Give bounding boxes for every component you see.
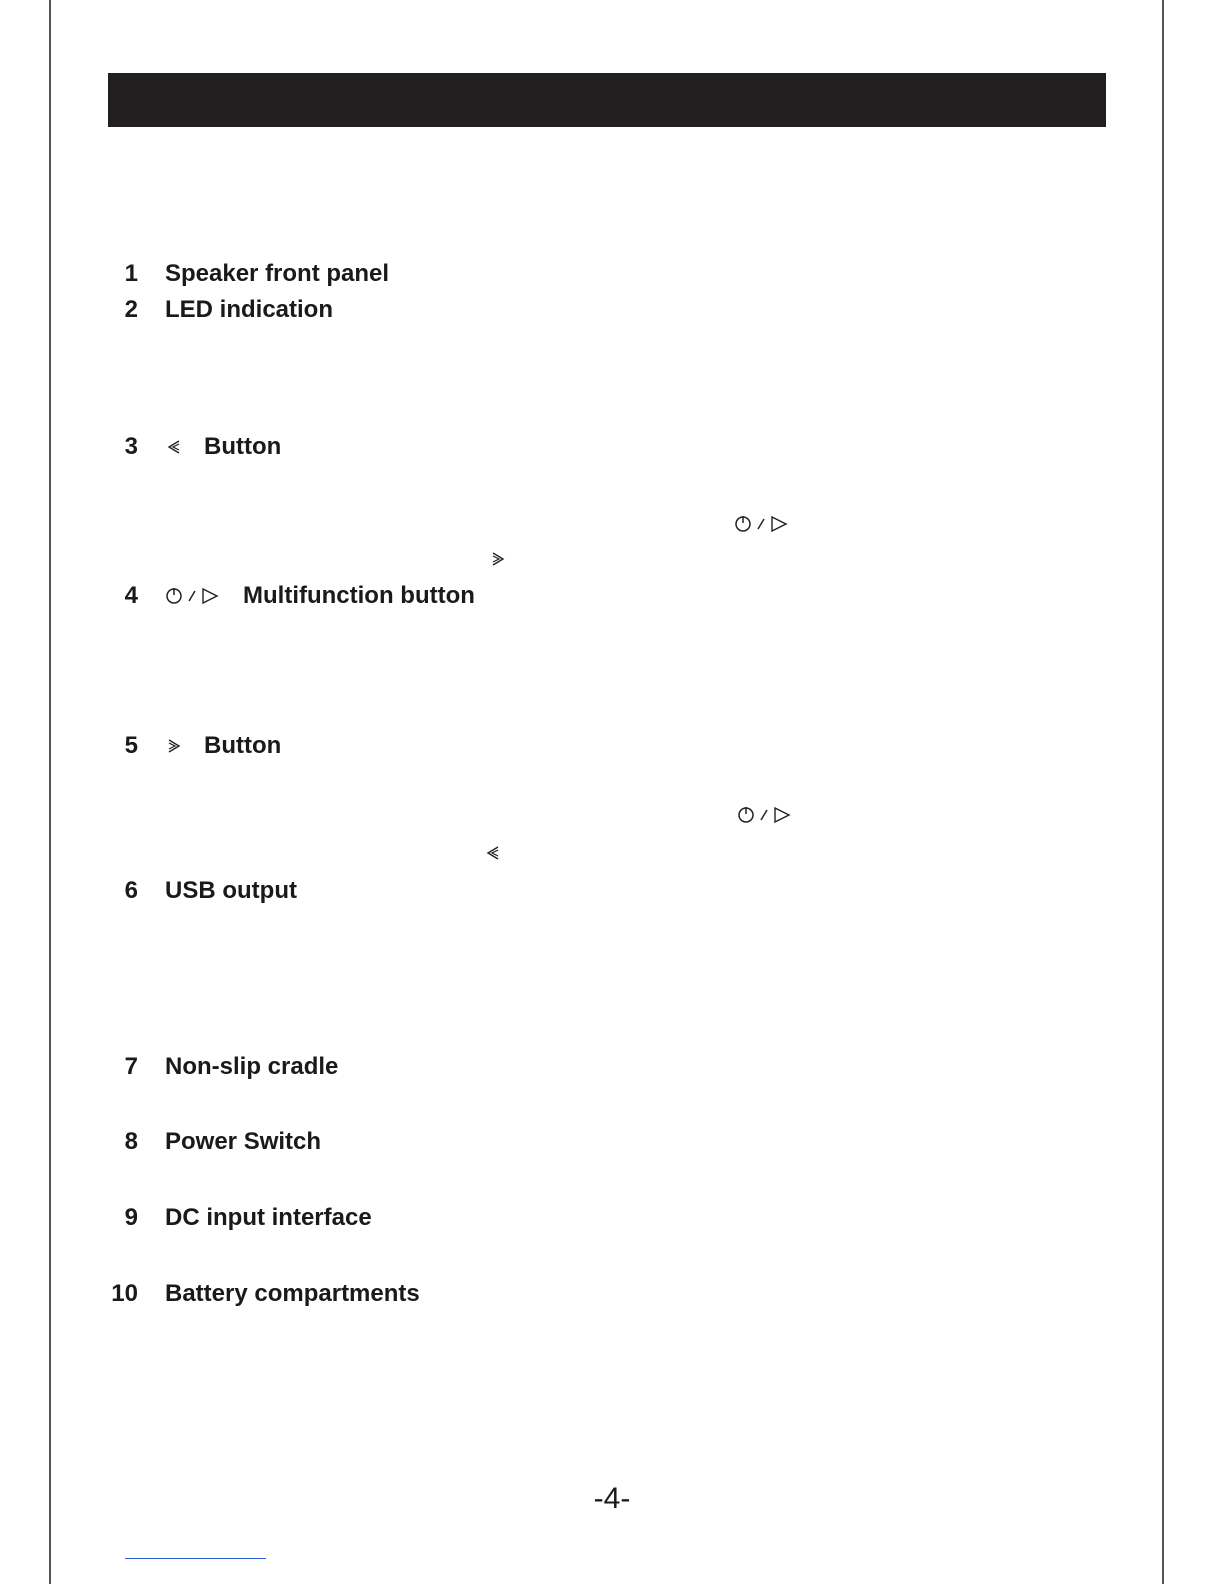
list-item (0, 1052, 1224, 1082)
next-chevron-icon (490, 551, 506, 567)
list-item (0, 432, 1224, 462)
list-item (0, 295, 1224, 325)
power-play-icon (165, 586, 219, 606)
list-item (0, 1127, 1224, 1157)
page-number: -4- (593, 1482, 631, 1515)
item-number: 2 (124, 296, 138, 323)
item-label: Button (204, 732, 282, 759)
item-label: Multifunction button (243, 582, 475, 609)
prev-chevron-icon (485, 845, 501, 861)
item-number: 7 (124, 1053, 138, 1080)
item-number: 1 (124, 260, 138, 287)
link-underline (125, 1558, 266, 1559)
item-label: DC input interface (165, 1204, 372, 1231)
power-play-icon (734, 514, 788, 534)
item-number: 6 (124, 877, 138, 904)
item-number: 8 (124, 1128, 138, 1155)
item-label: Power Switch (165, 1128, 322, 1155)
section-header-bar (108, 73, 1106, 127)
list-item (0, 1203, 1224, 1233)
page-border-left (49, 0, 51, 1584)
list-item (0, 1279, 1224, 1309)
list-item (0, 731, 1224, 761)
next-chevron-icon (166, 738, 182, 754)
list-item (0, 259, 1224, 289)
item-label: Button (204, 433, 282, 460)
item-number: 4 (124, 582, 138, 609)
item-number: 5 (124, 732, 138, 759)
power-play-icon (737, 805, 791, 825)
page-border-right (1162, 0, 1164, 1584)
item-number: 10 (111, 1280, 138, 1307)
item-label: Speaker front panel (165, 260, 390, 287)
item-number: 9 (124, 1204, 138, 1231)
list-item (0, 876, 1224, 906)
item-label: USB output (165, 877, 297, 904)
item-label: Battery compartments (165, 1280, 420, 1307)
item-number: 3 (124, 433, 138, 460)
item-label: LED indication (165, 296, 333, 323)
item-label: Non-slip cradle (165, 1053, 339, 1080)
prev-chevron-icon (166, 439, 182, 455)
list-item (0, 581, 1224, 611)
